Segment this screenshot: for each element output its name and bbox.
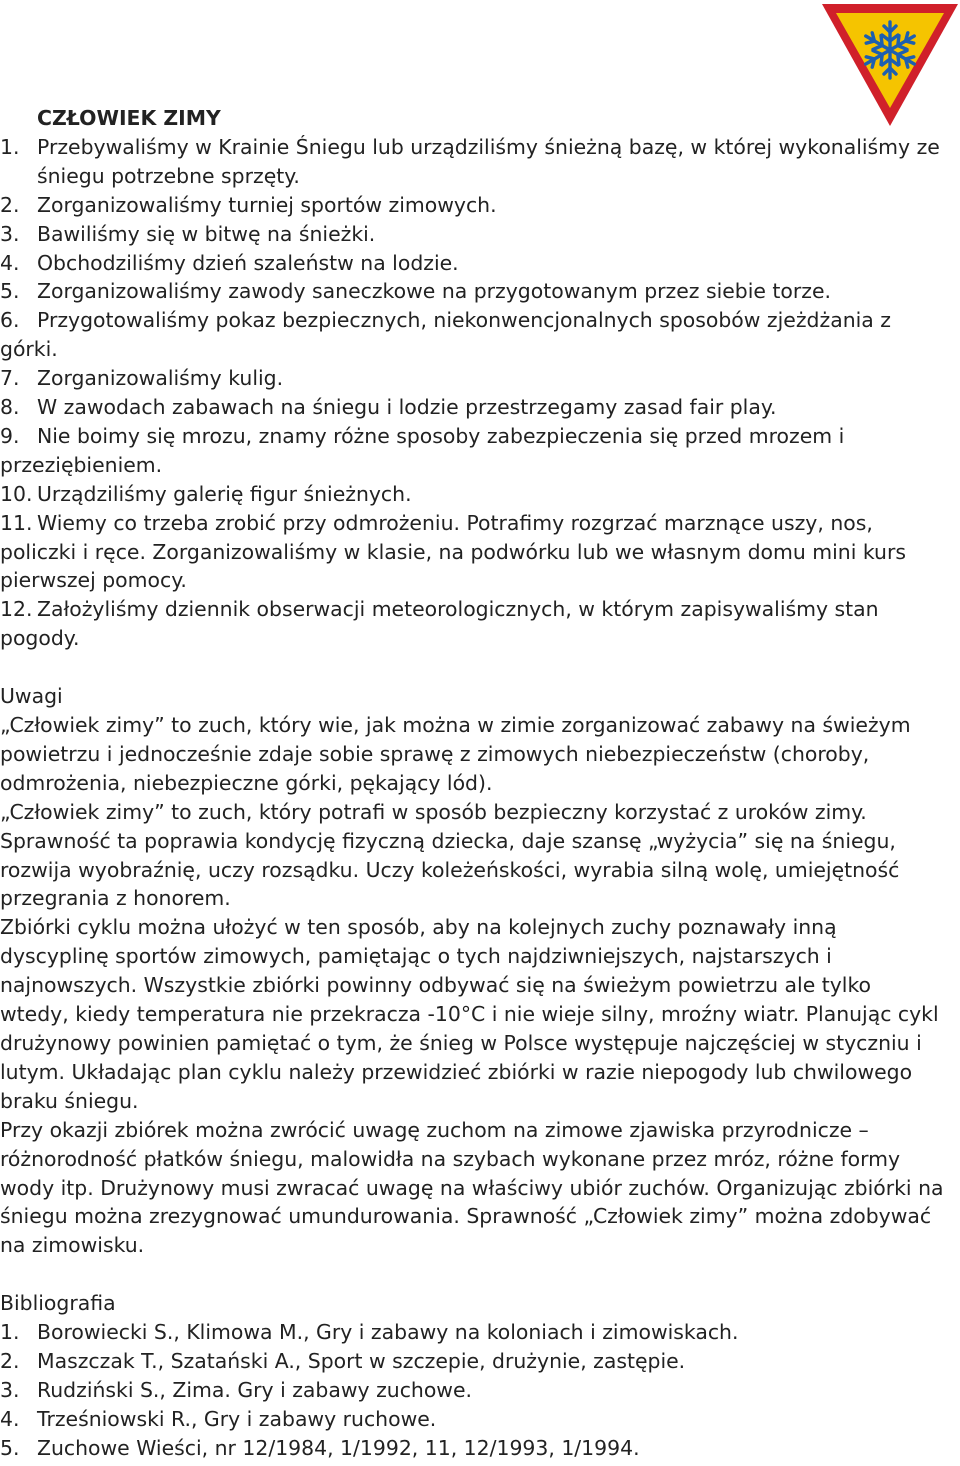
item-text: Borowiecki S., Klimowa M., Gry i zabawy na koloniach i zimowiskach. (37, 1320, 739, 1345)
bibliography-item (0, 1318, 945, 1347)
item-text: Maszczak T., Szatański A., Sport w szczepie, drużynie, zastępie. (37, 1348, 686, 1373)
item-number: 6. (0, 308, 20, 333)
list-item (0, 422, 945, 480)
list-item (0, 306, 945, 364)
item-text: Zorganizowaliśmy kulig. (37, 366, 284, 391)
item-text: Założyliśmy dziennik obserwacji meteorologicznych, w którym zapisywaliśmy stan pogody. (0, 597, 879, 651)
item-text: Wiemy co trzeba zrobić przy odmrożeniu. Potrafimy rozgrzać marznące uszy, nos, policzki i ręce. Zorganizowaliśmy w klasie, na podwórku lub we własnym domu mini kurs pierwszej pomocy. (0, 510, 906, 593)
item-number: 2. (0, 1348, 20, 1373)
notes-section (0, 682, 945, 1260)
requirements-list (0, 133, 945, 653)
list-item (0, 277, 945, 306)
item-text: Zuchowe Wieści, nr 12/1984, 1/1992, 11, 12/1993, 1/1994. (37, 1435, 640, 1460)
item-text: Trześniowski R., Gry i zabawy ruchowe. (37, 1406, 437, 1431)
item-number: 1. (0, 1320, 20, 1345)
item-number: 7. (0, 366, 20, 391)
item-text: Przebywaliśmy w Krainie Śniegu lub urządziliśmy śnieżną bazę, w której wykonaliśmy ze śniegu potrzebne sprzęty. (37, 134, 940, 188)
bibliography-heading: Bibliografia (0, 1291, 116, 1316)
bibliography-item (0, 1347, 945, 1376)
item-text: Nie boimy się mrozu, znamy różne sposoby zabezpieczenia się przed mrozem i przeziębieniem. (0, 423, 845, 477)
document-page (0, 104, 945, 1463)
item-number: 2. (0, 192, 20, 217)
notes-paragraph: Przy okazji zbiórek można zwrócić uwagę zuchom na zimowe zjawiska przyrodnicze – różnorodność płatków śniegu, malowidła na szybach wykonane przez mróz, różne formy wody itp. Drużynowy musi zwracać uwagę na właściwy ubiór zuchów. Organizując zbiórki na śniegu można zrezygnować umundurowania. Sprawność „Człowiek zimy” można zdobywać na zimowisku. (0, 1117, 944, 1258)
bibliography-item (0, 1405, 945, 1434)
item-number: 8. (0, 395, 20, 420)
bibliography-item (0, 1376, 945, 1405)
list-item (0, 393, 945, 422)
item-number: 10. (0, 481, 33, 506)
notes-paragraph: Zbiórki cyklu można ułożyć w ten sposób, aby na kolejnych zuchy poznawały inną dyscyplinę sportów zimowych, pamiętając o tych najdziwniejszych, najstarszych i najnowszych. Wszystkie zbiórki powinny odbywać się na świeżym powietrzu ale tylko wtedy, kiedy temperatura nie przekracza -10°C i nie wieje silny, mroźny wiatr. Planując cykl drużynowy powinien pamiętać o tym, że śnieg w Polsce występuje najczęściej w styczniu i lutym. Układając plan cyklu należy przewidzieć zbiórki w razie niepogody lub chwilowego braku śniegu. (0, 915, 939, 1113)
page-title: CZŁOWIEK ZIMY (37, 106, 221, 130)
bibliography-section (0, 1289, 945, 1462)
item-number: 4. (0, 1406, 20, 1431)
item-text: Przygotowaliśmy pokaz bezpiecznych, niekonwencjonalnych sposobów zjeżdżania z górki. (0, 308, 891, 362)
notes-paragraph: „Człowiek zimy” to zuch, który wie, jak można w zimie zorganizować zabawy na świeżym powietrzu i jednocześnie zdaje sobie sprawę z zimowych niebezpieczeństw (choroby, odmrożenia, niebezpieczne górki, pękający lód). (0, 713, 911, 795)
item-number: 3. (0, 221, 20, 246)
list-item (0, 220, 945, 249)
item-number: 9. (0, 423, 20, 448)
item-number: 1. (0, 134, 20, 159)
list-item (0, 595, 945, 653)
list-item (0, 249, 945, 278)
bibliography-item (0, 1434, 945, 1463)
notes-paragraph: „Człowiek zimy” to zuch, który potrafi w sposób bezpieczny korzystać z uroków zimy. Sprawność ta poprawia kondycję fizyczną dziecka, daje szansę „wyżycia” się na śniegu, rozwija wyobraźnię, uczy rozsądku. Uczy koleżeńskości, wyrabia silną wolę, umiejętność przegrania z honorem. (0, 799, 900, 911)
item-text: Zorganizowaliśmy turniej sportów zimowych. (37, 192, 497, 217)
list-item (0, 133, 945, 191)
item-text: Zorganizowaliśmy zawody saneczkowe na przygotowanym przez siebie torze. (37, 279, 832, 304)
notes-heading: Uwagi (0, 684, 63, 709)
item-number: 5. (0, 1435, 20, 1460)
item-number: 4. (0, 250, 20, 275)
item-text: W zawodach zabawach na śniegu i lodzie przestrzegamy zasad fair play. (37, 395, 777, 420)
item-text: Obchodziliśmy dzień szaleństw na lodzie. (37, 250, 459, 275)
item-number: 5. (0, 279, 20, 304)
list-item (0, 191, 945, 220)
list-item (0, 480, 945, 509)
item-number: 3. (0, 1377, 20, 1402)
item-number: 11. (0, 510, 33, 535)
list-item (0, 364, 945, 393)
item-text: Rudziński S., Zima. Gry i zabawy zuchowe. (37, 1377, 473, 1402)
list-item (0, 509, 945, 596)
item-number: 12. (0, 597, 33, 622)
item-text: Urządziliśmy galerię figur śnieżnych. (37, 481, 412, 506)
item-text: Bawiliśmy się w bitwę na śnieżki. (37, 221, 376, 246)
